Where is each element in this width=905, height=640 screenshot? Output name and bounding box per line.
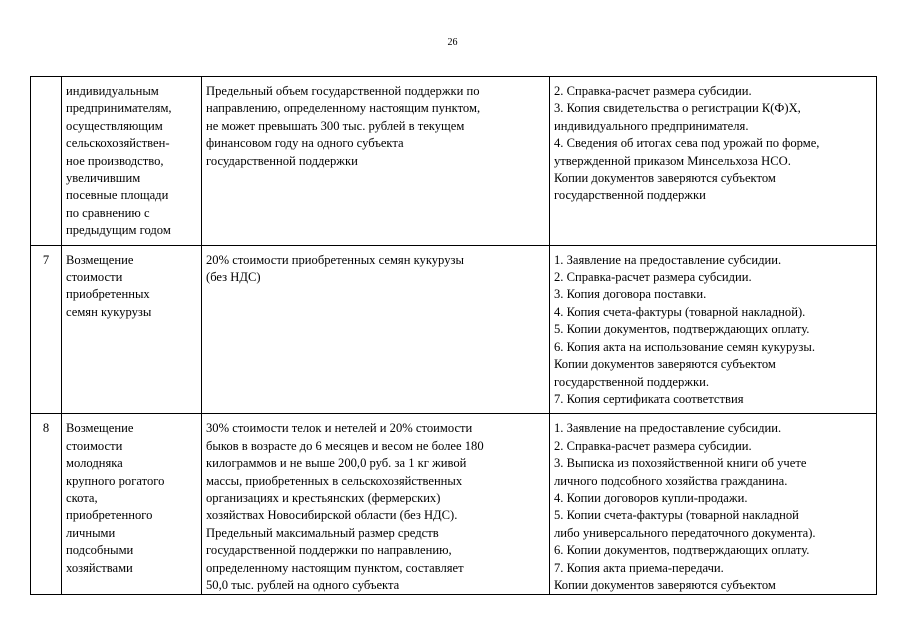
text-line: организациях и крестьянских (фермерских) bbox=[206, 490, 441, 505]
text-line: 3. Копия свидетельства о регистрации К(Ф)Х, bbox=[554, 101, 801, 116]
table-row bbox=[31, 77, 877, 246]
text-line: быков в возрасте до 6 месяцев и весом не более 180 bbox=[206, 438, 484, 453]
text-line: 3. Копия договора поставки. bbox=[554, 287, 707, 302]
text-line: утвержденной приказом Минсельхоза НСО. bbox=[554, 153, 791, 168]
text-line: 20% стоимости приобретенных семян кукурузы bbox=[206, 252, 464, 267]
text-line: 4. Сведения об итогах сева под урожай по форме, bbox=[554, 136, 820, 151]
text-line: личными bbox=[66, 525, 116, 540]
text-line: по сравнению с bbox=[66, 205, 150, 220]
amount-cell bbox=[202, 77, 550, 246]
text-line: килограммов и не выше 200,0 руб. за 1 кг живой bbox=[206, 456, 467, 471]
text-line: приобретенного bbox=[66, 508, 153, 523]
text-line: Предельный объем государственной поддержки по bbox=[206, 84, 480, 98]
row-number: 7 bbox=[31, 245, 62, 414]
text-line: 7. Копия сертификата соответствия bbox=[554, 391, 744, 406]
amount-cell bbox=[202, 414, 550, 595]
text-line: молодняка bbox=[66, 456, 123, 471]
text-line: 6. Копии документов, подтверждающих оплату. bbox=[554, 543, 810, 558]
text-line: 4. Копии договоров купли-продажи. bbox=[554, 490, 748, 505]
text-line: приобретенных bbox=[66, 287, 150, 302]
text-line: осуществляющим bbox=[66, 118, 163, 133]
documents-cell bbox=[550, 77, 877, 246]
text-line: скота, bbox=[66, 490, 98, 505]
text-line: финансовом году на одного субъекта bbox=[206, 136, 404, 151]
text-line: Копии документов заверяются субъектом bbox=[554, 577, 776, 592]
text-line: 50,0 тыс. рублей на одного субъекта bbox=[206, 577, 400, 592]
subsidy-table bbox=[30, 76, 877, 595]
text-line: Предельный максимальный размер средств bbox=[206, 525, 439, 540]
documents-cell bbox=[550, 414, 877, 595]
page-number: 26 bbox=[447, 37, 458, 48]
text-line: 1. Заявление на предоставление субсидии. bbox=[554, 252, 782, 267]
text-line: личного подсобного хозяйства гражданина. bbox=[554, 473, 788, 488]
row-number bbox=[31, 77, 62, 246]
text-line: 7. Копия акта приема-передачи. bbox=[554, 560, 724, 575]
text-line: крупного рогатого bbox=[66, 473, 165, 488]
text-line: Возмещение bbox=[66, 421, 134, 436]
text-line: государственной поддержки по направлению, bbox=[206, 543, 452, 558]
amount-cell bbox=[202, 245, 550, 414]
text-line: индивидуального предпринимателя. bbox=[554, 118, 749, 133]
table-row bbox=[31, 414, 877, 595]
text-line: семян кукурузы bbox=[66, 304, 152, 319]
text-line: сельскохозяйствен- bbox=[66, 136, 170, 151]
recipient-cell bbox=[62, 77, 202, 246]
recipient-cell bbox=[62, 245, 202, 414]
text-line: увеличившим bbox=[66, 171, 141, 186]
recipient-cell bbox=[62, 414, 202, 595]
text-line: посевные площади bbox=[66, 188, 169, 203]
text-line: Копии документов заверяются субъектом bbox=[554, 171, 776, 186]
text-line: хозяйствами bbox=[66, 560, 133, 575]
text-line: ное производство, bbox=[66, 153, 164, 168]
text-line: 3. Выписка из похозяйственной книги об учете bbox=[554, 456, 807, 471]
text-line: направлению, определенному настоящим пунктом, bbox=[206, 101, 481, 116]
text-line: предыдущим годом bbox=[66, 223, 171, 238]
text-line: не может превышать 300 тыс. рублей в текущем bbox=[206, 118, 465, 133]
text-line: Возмещение bbox=[66, 252, 134, 267]
row-number: 8 bbox=[31, 414, 62, 595]
text-line: 2. Справка-расчет размера субсидии. bbox=[554, 438, 752, 453]
text-line: хозяйствах Новосибирской области (без НДС). bbox=[206, 508, 458, 523]
text-line: массы, приобретенных в сельскохозяйственных bbox=[206, 473, 463, 488]
text-line: подсобными bbox=[66, 543, 134, 558]
text-line: 5. Копии счета-фактуры (товарной накладной bbox=[554, 508, 799, 523]
text-line: 30% стоимости телок и нетелей и 20% стоимости bbox=[206, 421, 473, 436]
text-line: 2. Справка-расчет размера субсидии. bbox=[554, 270, 752, 285]
text-line: стоимости bbox=[66, 438, 123, 453]
text-line: 6. Копия акта на использование семян кукурузы. bbox=[554, 339, 815, 354]
text-line: государственной поддержки bbox=[206, 153, 358, 168]
text-line: 5. Копии документов, подтверждающих оплату. bbox=[554, 322, 810, 337]
text-line: 2. Справка-расчет размера субсидии. bbox=[554, 84, 752, 98]
documents-cell bbox=[550, 245, 877, 414]
text-line: стоимости bbox=[66, 270, 123, 285]
text-line: либо универсального передаточного документа). bbox=[554, 525, 816, 540]
text-line: индивидуальным bbox=[66, 84, 159, 98]
text-line: (без НДС) bbox=[206, 270, 261, 285]
text-line: Копии документов заверяются субъектом bbox=[554, 357, 776, 372]
text-line: государственной поддержки bbox=[554, 188, 706, 203]
text-line: определенному настоящим пунктом, составляет bbox=[206, 560, 464, 575]
table-row bbox=[31, 245, 877, 414]
text-line: предпринимателям, bbox=[66, 101, 172, 116]
text-line: 4. Копия счета-фактуры (товарной накладной). bbox=[554, 304, 806, 319]
text-line: 1. Заявление на предоставление субсидии. bbox=[554, 421, 782, 436]
text-line: государственной поддержки. bbox=[554, 374, 709, 389]
